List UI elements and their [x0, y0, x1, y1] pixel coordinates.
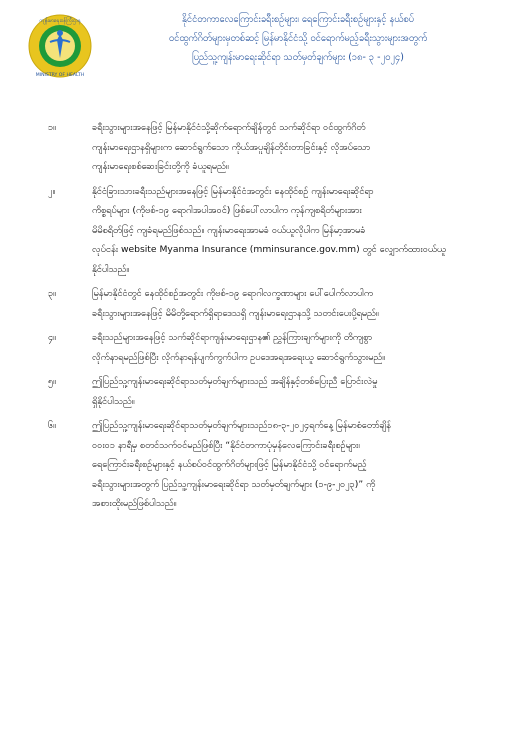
- item-line: လိုက်နာရမည်ဖြစ်ပြီး လိုက်နာရန်ပျက်ကွက်ပါက ဥပဒေအရအရေးယူ ဆောင်ရွက်သွားမည်။: [92, 351, 386, 363]
- document-header: [118, 10, 478, 67]
- item-line: မိမိစရိတ်ဖြင့် ကျခံရမည်ဖြစ်သည်။ ကျန်းမာရေးအာမခံ ဝယ်ယူလိုပါက မြန်မာ့အာမခံ: [92, 224, 366, 236]
- list-item: [48, 284, 488, 323]
- list-item: [48, 328, 488, 367]
- item-line: ကျန်းမာရေးဌာနရှိများက ဆောင်ရွက်သော ကိုယ်အပူချိန်တိုင်းတာခြင်းနှင့် လိုအပ်သော: [92, 141, 371, 153]
- item-line: မြန်မာနိုင်ငံတွင် နေထိုင်စဉ်အတွင်း ကိုဗစ်-၁၉ ရောဂါလက္ခဏာများ ပေါ်ပေါက်လာပါက: [92, 288, 373, 299]
- header-line: နိုင်ငံတကာလေကြောင်းခရီးစဉ်များ၊ ရေကြောင်းခရီးစဉ်များနှင့် နယ်စပ်: [182, 14, 414, 25]
- item-number: ၂။: [48, 185, 56, 197]
- item-line: ရေကြောင်းခရီးစဉ်များနှင့် နယ်စပ်ဝင်ထွက်ဂိတ်များဖြင့် မြန်မာနိုင်ငံသို့ ဝင်ရောက်မည့်: [92, 459, 367, 470]
- logo-seal-text-top: ကျန်းမာရေးဝန်ကြီးဌာန: [39, 18, 81, 24]
- item-line: အစားထိုးမည်ဖြစ်ပါသည်။: [92, 498, 177, 509]
- item-line: လုပ်ငန်း website Myanma Insurance (mminsurance.gov.mm) တွင် လျှောက်ထားဝယ်ယူ: [92, 244, 446, 255]
- item-line: ခရီးသွားများအတွက် ပြည်သူ့ကျန်းမာရေးဆိုင်ရာ သတ်မှတ်ချက်များ (၁-၉-၂၀၂၃)” ကို: [92, 478, 376, 490]
- item-number: ၅။: [48, 376, 56, 387]
- item-line: ရှိနိုင်ပါသည်။: [92, 395, 135, 407]
- header-line: ပြည်သူ့ကျန်းမာရေးဆိုင်ရာ သတ်မှတ်ချက်များ (၁၈- ၃ -၂၀၂၄): [192, 52, 404, 63]
- item-line: ကိစ္စရပ်များ (ကိုဗစ်-၁၉ ရောဂါအပါအဝင်) ဖြစ်ပေါ်လာပါက ကုန်ကျစရိတ်များအား: [92, 205, 362, 216]
- regulations-list: [48, 118, 488, 519]
- item-line: နိုင်ငံခြားသားခရီးသည်များအနေဖြင့် မြန်မာနိုင်ငံအတွင်း နေထိုင်စဉ် ကျန်းမာရေးဆိုင်ရာ: [92, 185, 374, 197]
- list-item: [48, 372, 488, 411]
- item-line: ၀၀း၀၁ နာရီမှ စတင်သက်ဝင်မည်ဖြစ်ပြီး “နိုင်ငံတကာပုံမှန်လေကြောင်းခရီးစဉ်များ၊: [92, 439, 360, 451]
- item-line: နိုင်ပါသည်။: [92, 263, 130, 275]
- ministry-of-health-logo: [28, 8, 92, 84]
- list-item: [48, 416, 488, 514]
- list-item: [48, 182, 488, 280]
- item-line: ခရီးသည်များအနေဖြင့် သက်ဆိုင်ရာကျန်းမာရေးဌာန၏ ညွှန်ကြားချက်များကို တိကျစွာ: [92, 332, 373, 343]
- item-line: ခရီးသွားများအနေဖြင့် မိမိတို့ရောက်ရှိရာဒေသရှိ ကျန်းမာရေးဌာနသို့ သတင်းပေးပို့ရမည်။: [92, 307, 379, 319]
- item-line: ဤပြည်သူ့ကျန်းမာရေးဆိုင်ရာသတ်မှတ်ချက်များသည်၁၈-၃-၂၀၂၄ရက်နေ့ မြန်မာစံတော်ချိန်: [92, 420, 391, 431]
- item-line: ကျန်းမာရေးစစ်ဆေးခြင်းတို့ကို ခံယူရမည်။: [92, 161, 229, 172]
- item-line: ခရီးသွားများအနေဖြင့် မြန်မာနိုင်ငံသို့ဆိုက်ရောက်ချိန်တွင် သက်ဆိုင်ရာ ဝင်ထွက်ဂိတ်: [92, 122, 366, 133]
- item-line: ဤပြည်သူ့ကျန်းမာရေးဆိုင်ရာသတ်မှတ်ချက်များသည် အချိန်နှင့်တစ်ပြေးညီ ပြောင်းလဲမှု: [92, 376, 378, 387]
- item-number: ၄။: [48, 332, 56, 343]
- item-number: ၆။: [48, 420, 56, 431]
- header-line: ဝင်ထွက်ဂိတ်များမှတစ်ဆင့် မြန်မာနိုင်ငံသို့ ဝင်ရောက်မည့်ခရီးသွားများအတွက်: [168, 33, 428, 44]
- item-number: ၃။: [48, 288, 56, 299]
- list-item: [48, 118, 488, 177]
- item-number: ၁။: [48, 122, 56, 133]
- logo-seal-text-bottom: MINISTRY OF HEALTH: [35, 73, 85, 78]
